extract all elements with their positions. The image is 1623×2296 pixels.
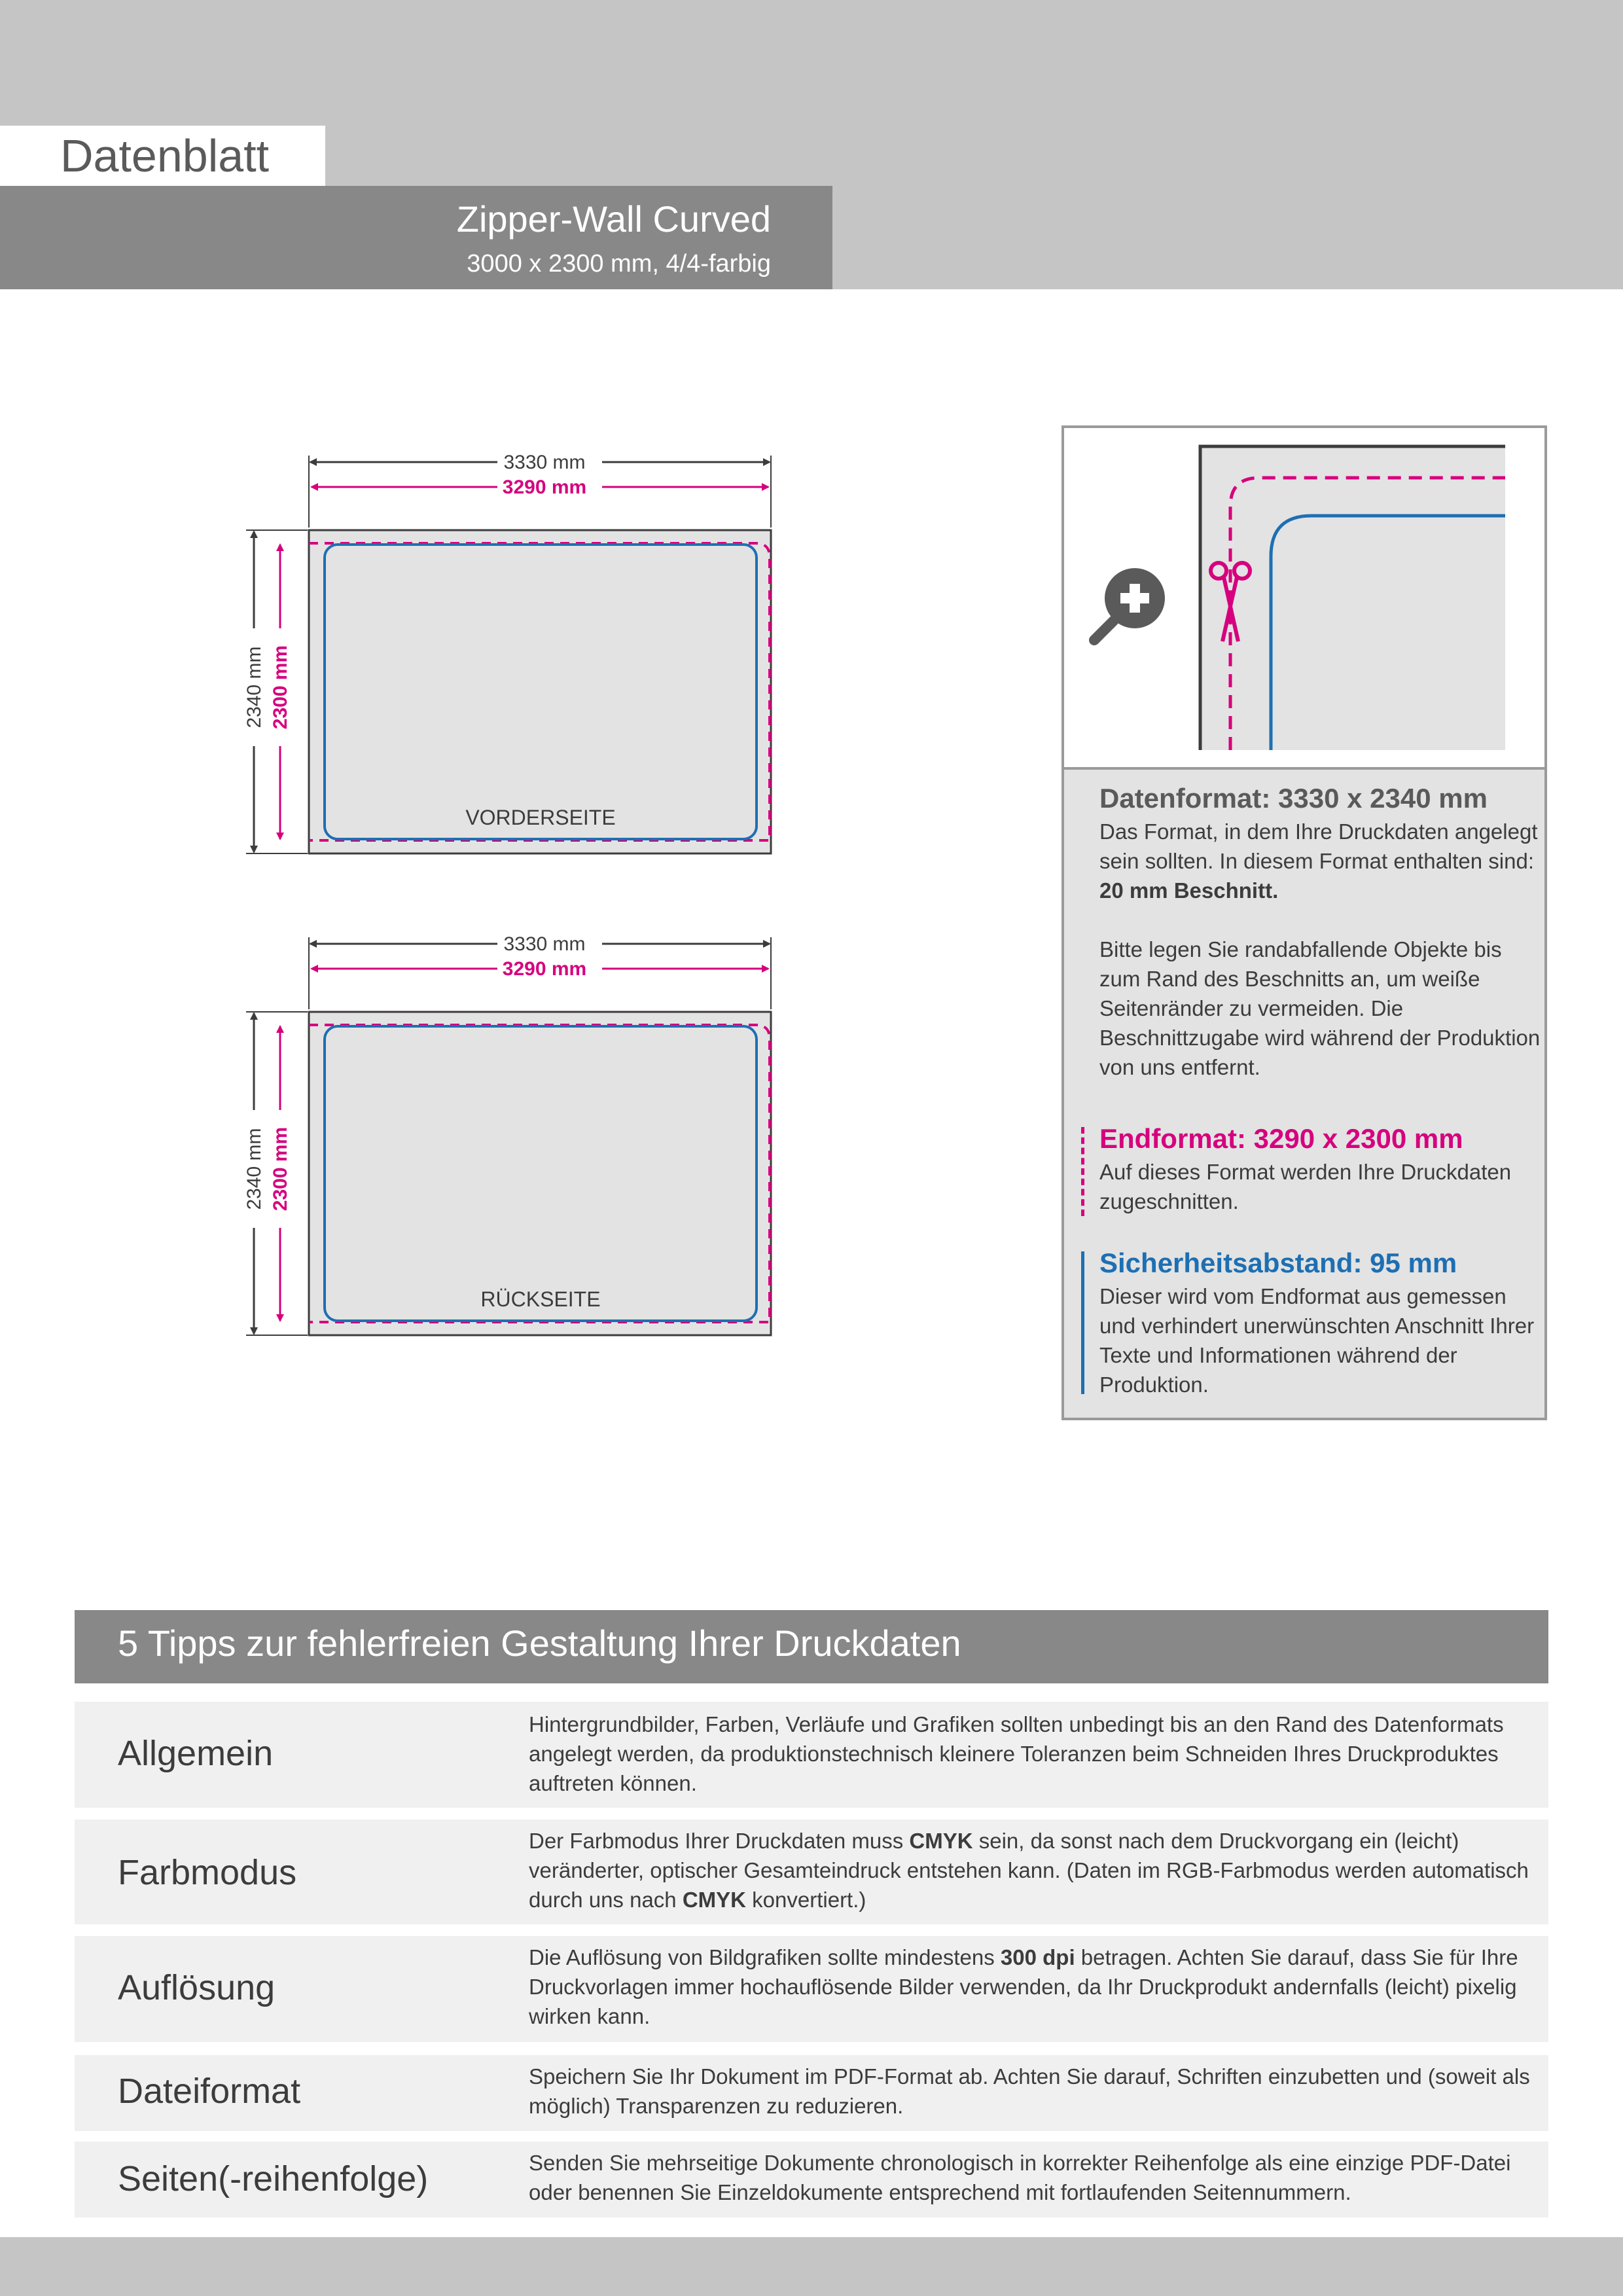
back-outer-height: 2340 mm [243,1128,265,1210]
tip-row-general [75,1702,1548,1808]
tip-text: Senden Sie mehrseitige Dokumente chronologisch in korrekter Reihenfolge als eine einzige PDF-Datei oder benennen Sie Einzeldokumente entsprechend mit fortlaufenden Seitennummern. [529,2151,1511,2204]
front-data-format-rect [309,530,771,853]
tip-text: Der Farbmodus Ihrer Druckdaten muss CMYK sein, da sonst nach dem Druckvorgang ein (leicht) veränderter, optischer Gesamteindruck entstehen kann. (Daten im RGB-Farbmodus werden automatisch durch uns nach CMYK konvertiert.) [529,1829,1529,1912]
back-final-height: 2300 mm [270,1126,291,1211]
safety-margin-marker [1081,1251,1084,1394]
front-final-width: 3290 mm [502,476,587,498]
final-format-marker [1081,1127,1084,1216]
data-format-text-bold: 20 mm Beschnitt. [1099,878,1279,903]
data-format-title: Datenformat: 3330 x 2340 mm [1099,783,1488,814]
tip-label: Dateiformat [118,2072,301,2111]
back-final-width: 3290 mm [502,958,587,980]
front-diagram [243,452,771,853]
tip-label: Auflösung [118,1968,276,2007]
back-side-label: RÜCKSEITE [480,1287,601,1311]
front-outer-width: 3330 mm [503,452,586,473]
tip-row-page-order [75,2142,1548,2217]
page-title: Datenblatt [60,130,270,181]
safety-margin-text: Dieser wird vom Endformat aus gemessen und verhindert unerwünschten Anschnitt Ihrer Texte und Informationen während der Produktion. [1099,1284,1535,1397]
data-format-text-1: Das Format, in dem Ihre Druckdaten angelegt sein sollten. In diesem Format enthalten sind: [1099,819,1538,873]
front-outer-height: 2340 mm [243,646,265,728]
zoom-in-magnifier-icon [1094,568,1165,640]
product-name: Zipper-Wall Curved [456,198,771,240]
tip-text: Speichern Sie Ihr Dokument im PDF-Format ab. Achten Sie darauf, Schriften einzubetten und (soweit als möglich) Transparenzen zu reduzieren. [529,2064,1530,2118]
back-data-format-rect [309,1012,771,1335]
tip-text: Die Auflösung von Bildgrafiken sollte mindestens 300 dpi betragen. Achten Sie darauf, dass Sie für Ihre Druckvorlagen immer hochauflösende Bilder verwenden, da Ihr Druckprodukt andernfalls (leicht) pixelig wirken kann. [529,1945,1518,2028]
tip-label: Farbmodus [118,1853,297,1892]
final-format-text: Auf dieses Format werden Ihre Druckdaten zugeschnitten. [1099,1160,1512,1213]
tip-row-file-format [75,2055,1548,2131]
tips-title: 5 Tipps zur fehlerfreien Gestaltung Ihrer Druckdaten [118,1623,961,1664]
back-diagram [243,933,771,1335]
front-final-height: 2300 mm [270,645,291,730]
data-format-text-2: Bitte legen Sie randabfallende Objekte bis zum Rand des Beschnitts an, um weiße Seitenränder zu vermeiden. Die Beschnittzugabe wird während der Produktion von uns entfernt. [1099,937,1541,1079]
data-format-text [1099,817,1544,905]
tip-label: Allgemein [118,1734,274,1773]
back-outer-width: 3330 mm [503,933,586,955]
tip-row-resolution [75,1936,1548,2042]
footer-band [0,2237,1623,2296]
final-format-title: Endformat: 3290 x 2300 mm [1099,1123,1463,1154]
tip-row-color-mode [75,1820,1548,1924]
product-spec: 3000 x 2300 mm, 4/4-farbig [467,250,771,278]
safety-margin-title: Sicherheitsabstand: 95 mm [1099,1247,1457,1278]
tip-text: Hintergrundbilder, Farben, Verläufe und Grafiken sollten unbedingt bis an den Rand des Datenformats angelegt werden, da produktionstechnisch kleinere Toleranzen beim Schneiden Ihres Druckproduktes auftreten können. [529,1712,1504,1795]
tip-label: Seiten(-reihenfolge) [118,2159,429,2198]
front-side-label: VORDERSEITE [465,806,616,829]
format-diagrams [0,393,851,1374]
